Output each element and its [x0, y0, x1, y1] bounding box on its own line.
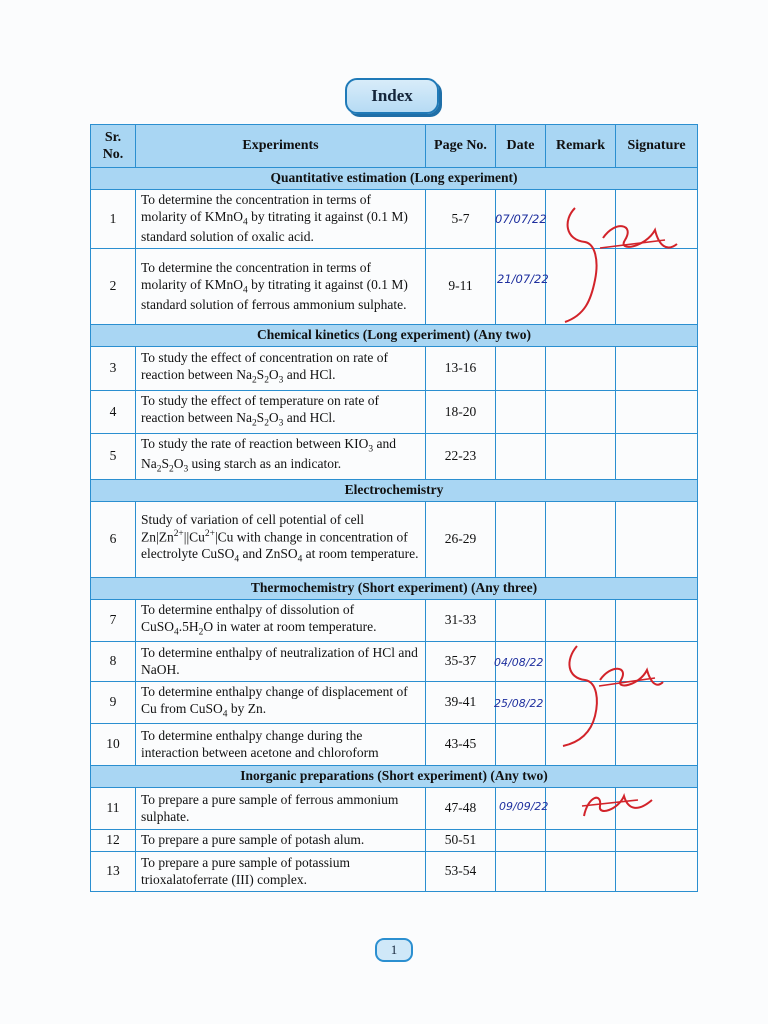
header-remark: Remark: [546, 125, 616, 168]
section-title: Quantitative estimation (Long experiment): [91, 168, 698, 190]
signature-mark: [578, 786, 658, 826]
table-row: [91, 347, 698, 391]
row-number: 13: [91, 852, 136, 892]
header-sr-no: Sr. No.: [91, 125, 136, 168]
date-cell: [496, 433, 546, 479]
date-cell: [496, 830, 546, 852]
experiment-description: To prepare a pure sample of ferrous ammonium sulphate.: [136, 788, 426, 830]
signature-cell: [616, 852, 698, 892]
page-range: 26-29: [426, 501, 496, 577]
row-number: 10: [91, 724, 136, 766]
experiment-description: To determine enthalpy of neutralization of HCl and NaOH.: [136, 642, 426, 682]
remark-cell: [546, 391, 616, 433]
row-number: 12: [91, 830, 136, 852]
page-range: 47-48: [426, 788, 496, 830]
page-range: 50-51: [426, 830, 496, 852]
page-range: 13-16: [426, 347, 496, 391]
row-number: 9: [91, 682, 136, 724]
remark-cell: [546, 501, 616, 577]
remark-cell: [546, 830, 616, 852]
experiment-description: To determine enthalpy change during the interaction between acetone and chloroform: [136, 724, 426, 766]
section-title: Chemical kinetics (Long experiment) (Any two): [91, 325, 698, 347]
date-cell: [496, 249, 546, 325]
experiment-description: To prepare a pure sample of potash alum.: [136, 830, 426, 852]
experiment-description: To determine the concentration in terms of molarity of KMnO$_4$ by titrating it against (0.1 M) standard solution of oxalic acid.: [136, 190, 426, 249]
row-number: 7: [91, 599, 136, 641]
signature-cell: [616, 599, 698, 641]
header-experiments: Experiments: [136, 125, 426, 168]
table-row: [91, 501, 698, 577]
handwritten-date: 21/07/22: [497, 272, 549, 286]
signature-cell: [616, 830, 698, 852]
signature-cell: [616, 501, 698, 577]
section-title: Electrochemistry: [91, 479, 698, 501]
header-date: Date: [496, 125, 546, 168]
page-range: 43-45: [426, 724, 496, 766]
row-number: 11: [91, 788, 136, 830]
signature-cell: [616, 391, 698, 433]
date-cell: [496, 391, 546, 433]
row-number: 6: [91, 501, 136, 577]
remark-cell: [546, 347, 616, 391]
table-row: [91, 599, 698, 641]
table-header-row: [91, 125, 698, 168]
index-title: Index: [345, 78, 439, 114]
table-row: [91, 433, 698, 479]
date-cell: [496, 724, 546, 766]
table-row: [91, 391, 698, 433]
handwritten-date: 25/08/22: [494, 697, 544, 710]
date-cell: [496, 599, 546, 641]
section-row: [91, 168, 698, 190]
handwritten-date: 07/07/22: [495, 212, 547, 226]
remark-cell: [546, 599, 616, 641]
date-cell: [496, 501, 546, 577]
section-row: [91, 577, 698, 599]
experiment-description: To prepare a pure sample of potassium trioxalatoferrate (III) complex.: [136, 852, 426, 892]
experiment-description: Study of variation of cell potential of cell $Zn|Zn^{2+}||Cu^{2+}|Cu$ with change in concentration of electrolyte CuSO$_4$ and ZnSO$_4$ at room temperature.: [136, 501, 426, 577]
experiment-description: To study the effect of temperature on rate of reaction between $Na_2S_2O_3$ and HCl.: [136, 391, 426, 433]
handwritten-date: 04/08/22: [494, 656, 544, 669]
header-page-no: Page No.: [426, 125, 496, 168]
signature-mark: [555, 640, 665, 750]
row-number: 1: [91, 190, 136, 249]
signature-cell: [616, 347, 698, 391]
page-range: 39-41: [426, 682, 496, 724]
remark-cell: [546, 433, 616, 479]
row-number: 2: [91, 249, 136, 325]
section-row: [91, 766, 698, 788]
section-row: [91, 479, 698, 501]
experiment-description: To determine enthalpy change of displacement of Cu from CuSO$_4$ by Zn.: [136, 682, 426, 724]
remark-cell: [546, 852, 616, 892]
experiment-description: To determine enthalpy of dissolution of $CuSO_4.5H_2O$ in water at room temperature.: [136, 599, 426, 641]
date-cell: [496, 347, 546, 391]
date-cell: [496, 852, 546, 892]
section-title: Inorganic preparations (Short experiment) (Any two): [91, 766, 698, 788]
signature-mark: [555, 200, 685, 330]
signature-cell: [616, 433, 698, 479]
section-title: Thermochemistry (Short experiment) (Any three): [91, 577, 698, 599]
row-number: 4: [91, 391, 136, 433]
handwritten-date: 09/09/22: [499, 800, 549, 813]
table-row: [91, 830, 698, 852]
page-range: 31-33: [426, 599, 496, 641]
page-number: 1: [375, 938, 413, 962]
table-row: [91, 852, 698, 892]
experiment-description: To determine the concentration in terms of molarity of KMnO$_4$ by titrating it against (0.1 M) standard solution of ferrous ammonium sulphate.: [136, 249, 426, 325]
page-range: 22-23: [426, 433, 496, 479]
row-number: 8: [91, 642, 136, 682]
row-number: 5: [91, 433, 136, 479]
page-range: 18-20: [426, 391, 496, 433]
experiment-description: To study the effect of concentration on rate of reaction between $Na_2S_2O_3$ and HCl.: [136, 347, 426, 391]
experiment-description: To study the rate of reaction between $KIO_3$ and $Na_2S_2O_3$ using starch as an indicator.: [136, 433, 426, 479]
row-number: 3: [91, 347, 136, 391]
page-range: 35-37: [426, 642, 496, 682]
page-range: 5-7: [426, 190, 496, 249]
page-range: 53-54: [426, 852, 496, 892]
page-range: 9-11: [426, 249, 496, 325]
header-signature: Signature: [616, 125, 698, 168]
